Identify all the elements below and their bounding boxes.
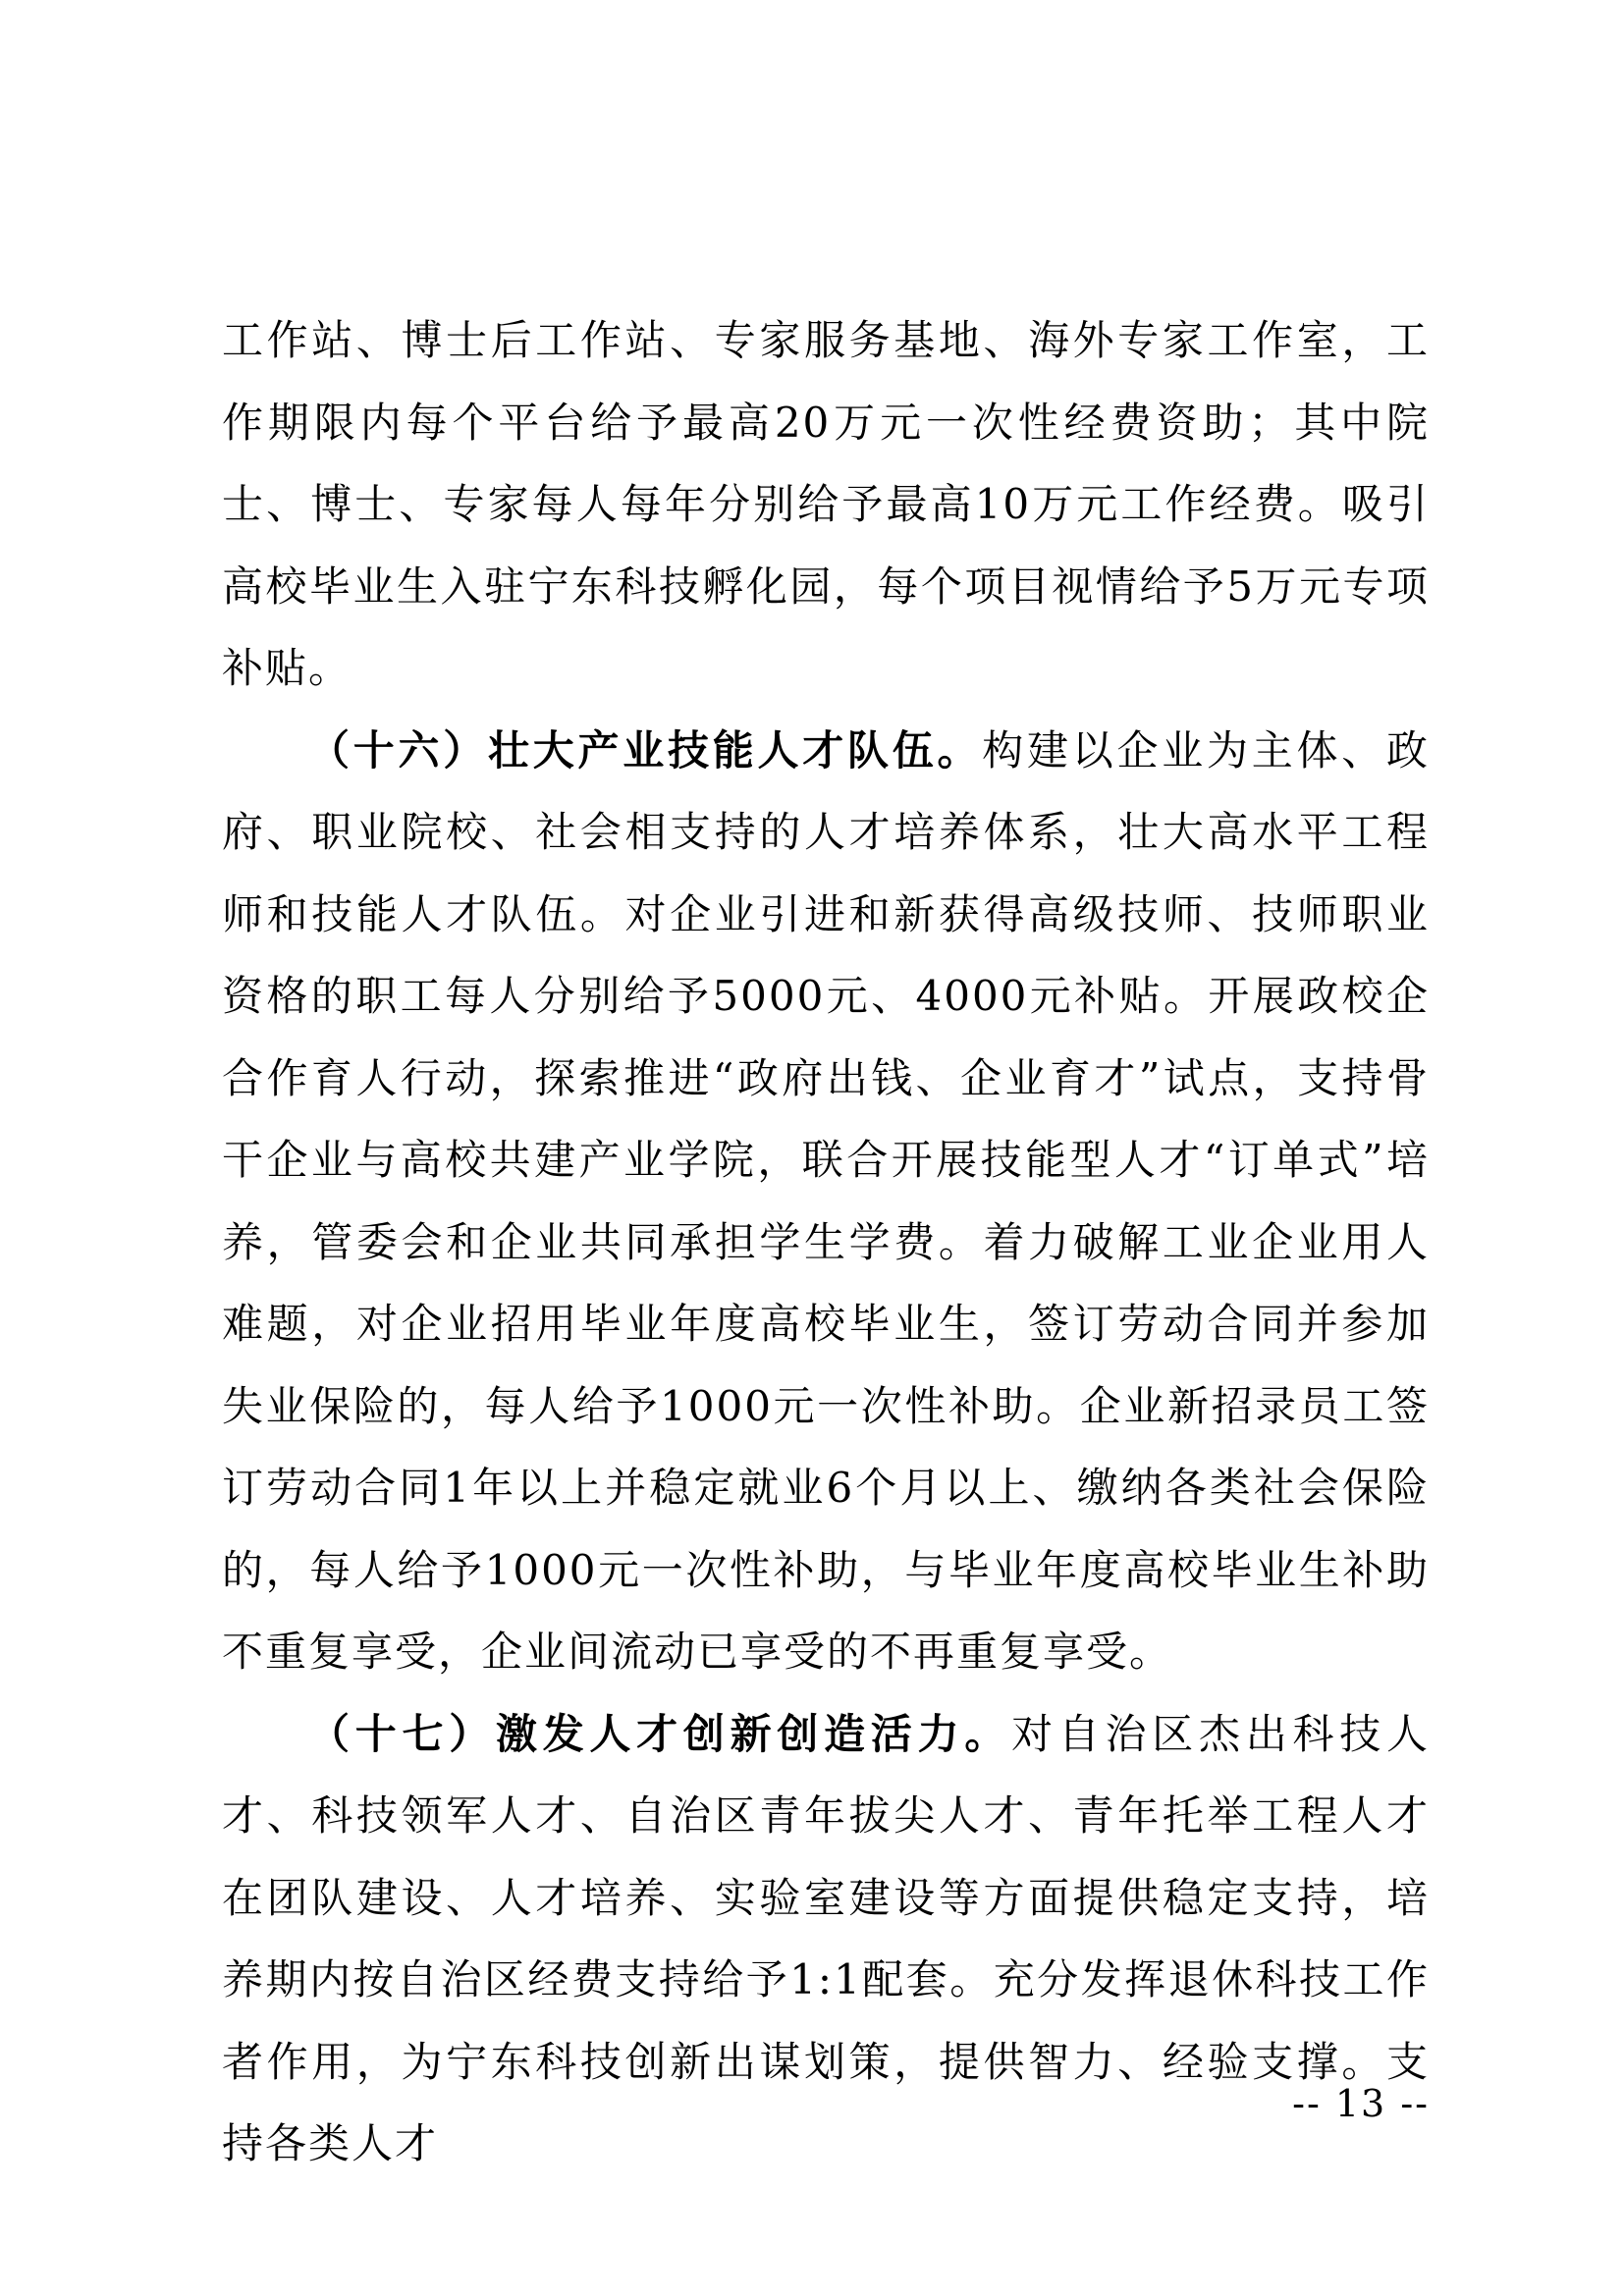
paragraph-text: 构建以企业为主体、政府、职业院校、社会相支持的人才培养体系，壮大高水平工程师和技能人才队伍。对企业引进和新获得高级技师、技师职业资格的职工每人分别给予5000元、4000元补贴。开展政校企合作育人行动，探索推进“政府出钱、企业育才”试点，支持骨干企业与高校共建产业学院，联合开展技能型人才“订单式”培养，管委会和企业共同承担学生学费。着力破解工业企业用人难题，对企业招用毕业年度高校毕业生，签订劳动合同并参加失业保险的，每人给予1000元一次性补助。企业新招录员工签订劳动合同1年以上并稳定就业6个月以上、缴纳各类社会保险的，每人给予1000元一次性补助，与毕业年度高校毕业生补助不重复享受，企业间流动已享受的不再重复享受。 xyxy=(222,725,1430,1676)
paragraph-text: 工作站、博士后工作站、专家服务基地、海外专家工作室，工作期限内每个平台给予最高20万元一次性经费资助；其中院士、博士、专家每人每年分别给予最高10万元工作经费。吸引高校毕业生入驻宁东科技孵化园，每个项目视情给予5万元专项补贴。 xyxy=(222,316,1430,692)
paragraph-text: 对自治区杰出科技人才、科技领军人才、自治区青年拔尖人才、青年托举工程人才在团队建设、人才培养、实验室建设等方面提供稳定支持，培养期内按自治区经费支持给予1:1配套。充分发挥退休科技工作者作用，为宁东科技创新出谋划策，提供智力、经验支撑。支持各类人才 xyxy=(222,1709,1430,2167)
page-number: -- 13 -- xyxy=(1292,2082,1430,2125)
paragraph-section-17 xyxy=(222,1693,1430,2185)
body-text xyxy=(222,299,1430,2185)
section-heading-17: （十七）激发人才创新创造活力。 xyxy=(308,1709,1012,1758)
section-heading-16: （十六）壮大产业技能人才队伍。 xyxy=(308,725,983,774)
paragraph-continuation xyxy=(222,299,1430,710)
paragraph-section-16 xyxy=(222,710,1430,1693)
